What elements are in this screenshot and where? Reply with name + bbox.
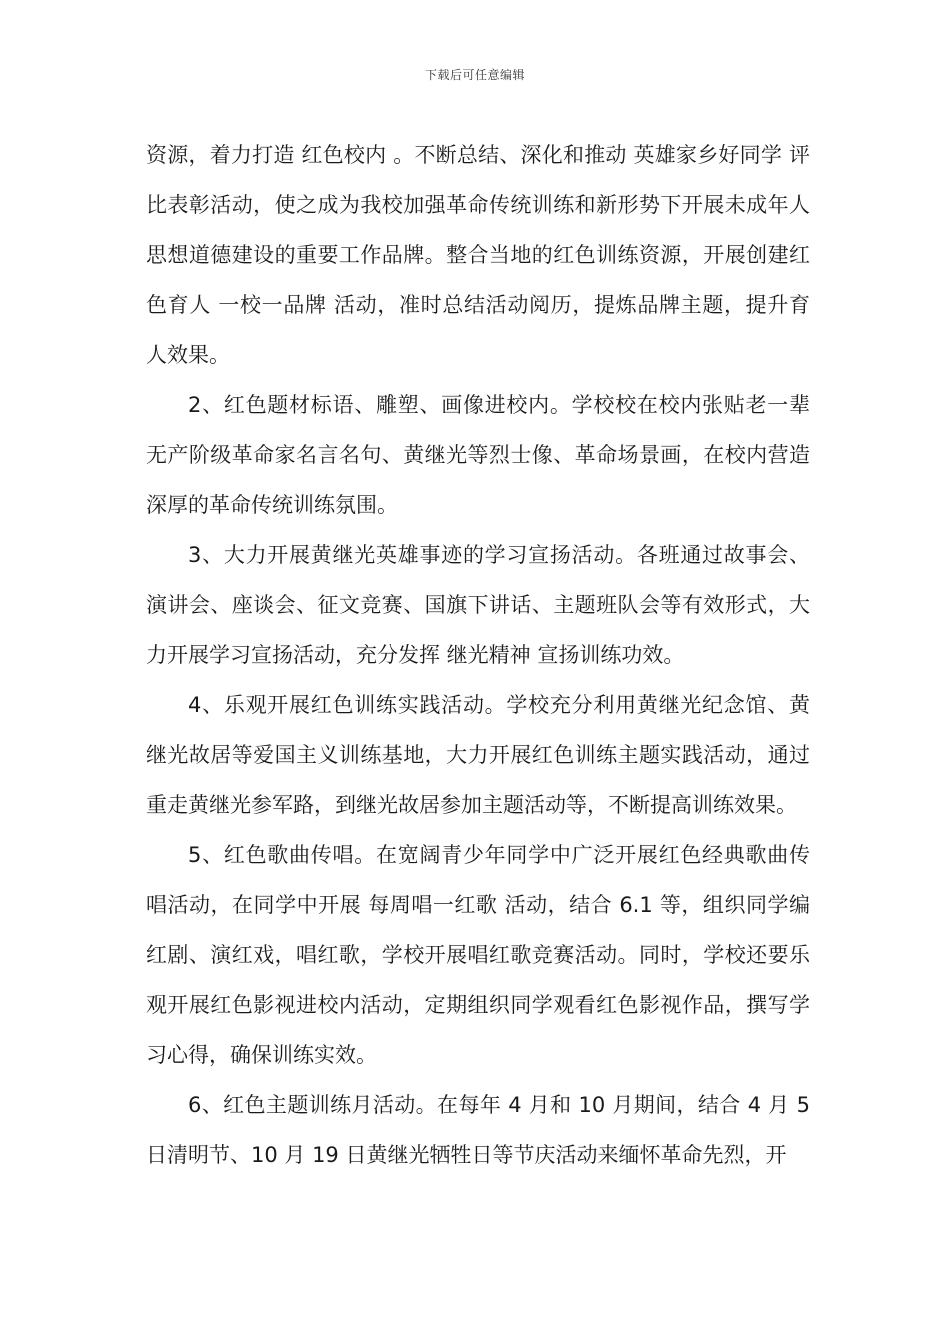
paragraph-3: 3、大力开展黄继光英雄事迹的学习宣扬活动。各班通过故事会、演讲会、座谈会、征文竞赛、国旗下讲话、主题班队会等有效形式，大力开展学习宣扬活动，充分发挥 继光精神 宣扬训练功效。 [146, 543, 810, 667]
document-body [146, 130, 810, 1180]
paragraph-5: 5、红色歌曲传唱。在宽阔青少年同学中广泛开展红色经典歌曲传唱活动，在同学中开展 每周唱一红歌 活动，结合 6.1 等，组织同学编红剧、演红戏，唱红歌，学校开展唱红歌竞赛活动。同时，学校还要乐观开展红色影视进校内活动，定期组织同学观看红色影视作品，撰写学习心得，确保训练实效。 [146, 843, 810, 1067]
paragraph-1: 资源，着力打造 红色校内 。不断总结、深化和推动 英雄家乡好同学 评比表彰活动，使之成为我校加强革命传统训练和新形势下开展未成年人思想道德建设的重要工作品牌。整合当地的红色训练资源，开展创建红色育人 一校一品牌 活动，准时总结活动阅历，提炼品牌主题，提升育人效果。 [146, 143, 810, 367]
page-header: 下载后可任意编辑 [424, 68, 525, 82]
paragraph-6: 6、红色主题训练月活动。在每年 4 月和 10 月期间，结合 4 月 5 日清明节、10 月 19 日黄继光牺牲日等节庆活动来缅怀革命先烈，开 [146, 1093, 810, 1167]
paragraph-2: 2、红色题材标语、雕塑、画像进校内。学校校在校内张贴老一辈无产阶级革命家名言名句、黄继光等烈士像、革命场景画，在校内营造深厚的革命传统训练氛围。 [146, 393, 810, 517]
paragraph-4: 4、乐观开展红色训练实践活动。学校充分利用黄继光纪念馆、黄继光故居等爱国主义训练基地，大力开展红色训练主题实践活动，通过重走黄继光参军路，到继光故居参加主题活动等，不断提高训练效果。 [146, 693, 810, 817]
